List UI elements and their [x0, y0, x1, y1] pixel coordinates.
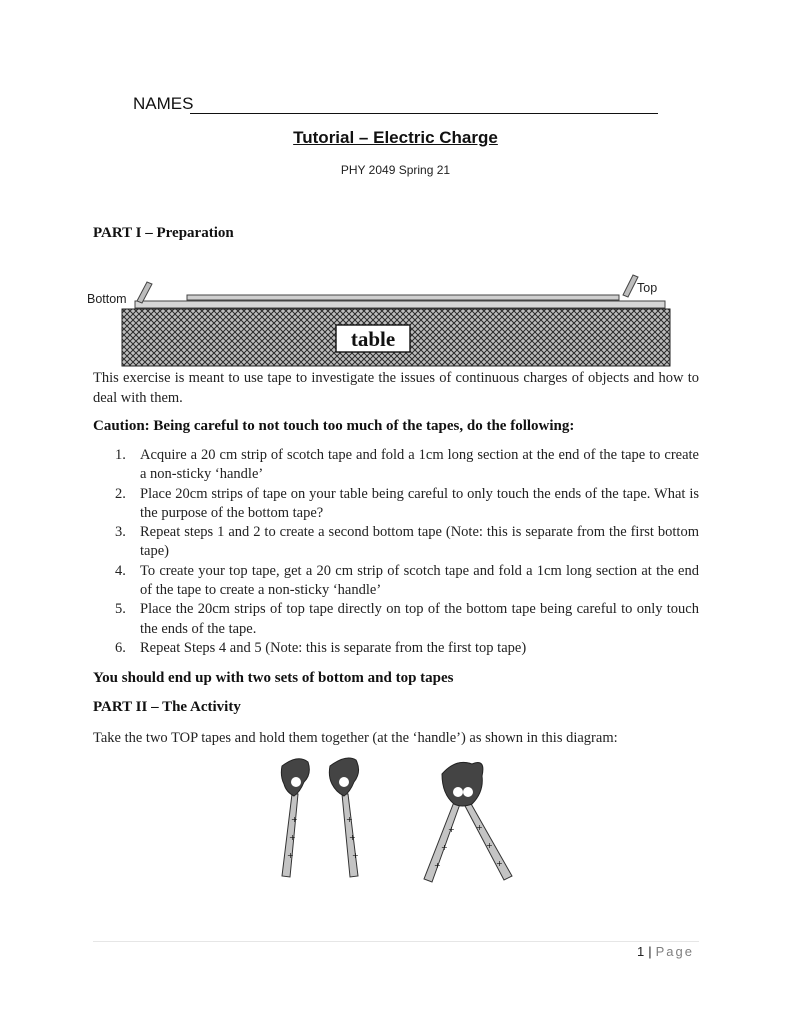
top-tape-handle	[623, 275, 638, 297]
footer-separator: |	[648, 944, 652, 959]
steps-list	[93, 446, 699, 658]
page-title: Tutorial – Electric Charge	[293, 128, 498, 147]
page-word: Page	[655, 944, 694, 959]
bottom-tape-handle	[137, 282, 152, 303]
svg-text:+: +	[289, 833, 296, 842]
footer-divider	[93, 941, 699, 942]
course-subtitle: PHY 2049 Spring 21	[340, 163, 451, 177]
top-tape-left-2	[329, 758, 358, 877]
top-tape-left-1	[281, 759, 309, 877]
svg-text:+: +	[486, 841, 493, 850]
svg-text:+: +	[434, 861, 441, 870]
list-item: 6. Repeat Steps 4 and 5 (Note: this is separate from the first top tape)	[115, 639, 527, 656]
conclusion-heading: You should end up with two sets of bottom and top tapes	[93, 670, 454, 686]
list-item: 4. To create your top tape, get a 20 cm strip of scotch tape and fold a 1cm long section at the end of the tape to create a non-sticky ‘handle’	[115, 562, 699, 599]
part2-heading: PART II – The Activity	[93, 699, 241, 715]
table-tape-diagram	[85, 272, 685, 372]
top-label: Top	[637, 281, 658, 295]
svg-text:+: +	[287, 851, 294, 860]
top-tape	[187, 295, 619, 300]
svg-text:+: +	[476, 823, 483, 832]
bottom-label: Bottom	[87, 292, 127, 306]
table-label: table	[350, 327, 396, 351]
hanging-tapes-diagram	[260, 752, 530, 887]
svg-text:+: +	[346, 815, 353, 824]
bottom-tape	[135, 301, 665, 308]
part1-heading: PART I – Preparation	[93, 225, 234, 241]
svg-text:+: +	[349, 833, 356, 842]
svg-text:+: +	[496, 859, 503, 868]
list-item: 1. Acquire a 20 cm strip of scotch tape and fold a 1cm long section at the end of the tape to create a non-sticky ‘handle’	[115, 447, 699, 483]
svg-text:+: +	[448, 825, 455, 834]
list-item: 2. Place 20cm strips of tape on your table being careful to only touch the ends of the tape. What is the purpose of the bottom tape?	[115, 485, 699, 521]
intro-paragraph: This exercise is meant to use tape to investigate the issues of continuous charges of objects and how to deal with them.	[93, 370, 699, 406]
page-number: 1	[637, 944, 645, 959]
top-tapes-together	[424, 762, 512, 882]
names-label: NAMES	[133, 94, 194, 113]
list-item: 5. Place the 20cm strips of top tape directly on top of the bottom tape being careful to only touch the ends of the tape.	[115, 601, 699, 637]
svg-text:+: +	[291, 815, 298, 824]
part2-instruction: Take the two TOP tapes and hold them together (at the ‘handle’) as shown in this diagram:	[93, 730, 618, 746]
list-item: 3. Repeat steps 1 and 2 to create a second bottom tape (Note: this is separate from the first bottom tape)	[115, 524, 699, 560]
page-footer	[637, 944, 694, 959]
names-underline	[190, 113, 658, 114]
caution-heading: Caution: Being careful to not touch too much of the tapes, do the following:	[93, 418, 575, 434]
svg-text:+: +	[352, 851, 359, 860]
svg-text:+: +	[441, 843, 448, 852]
